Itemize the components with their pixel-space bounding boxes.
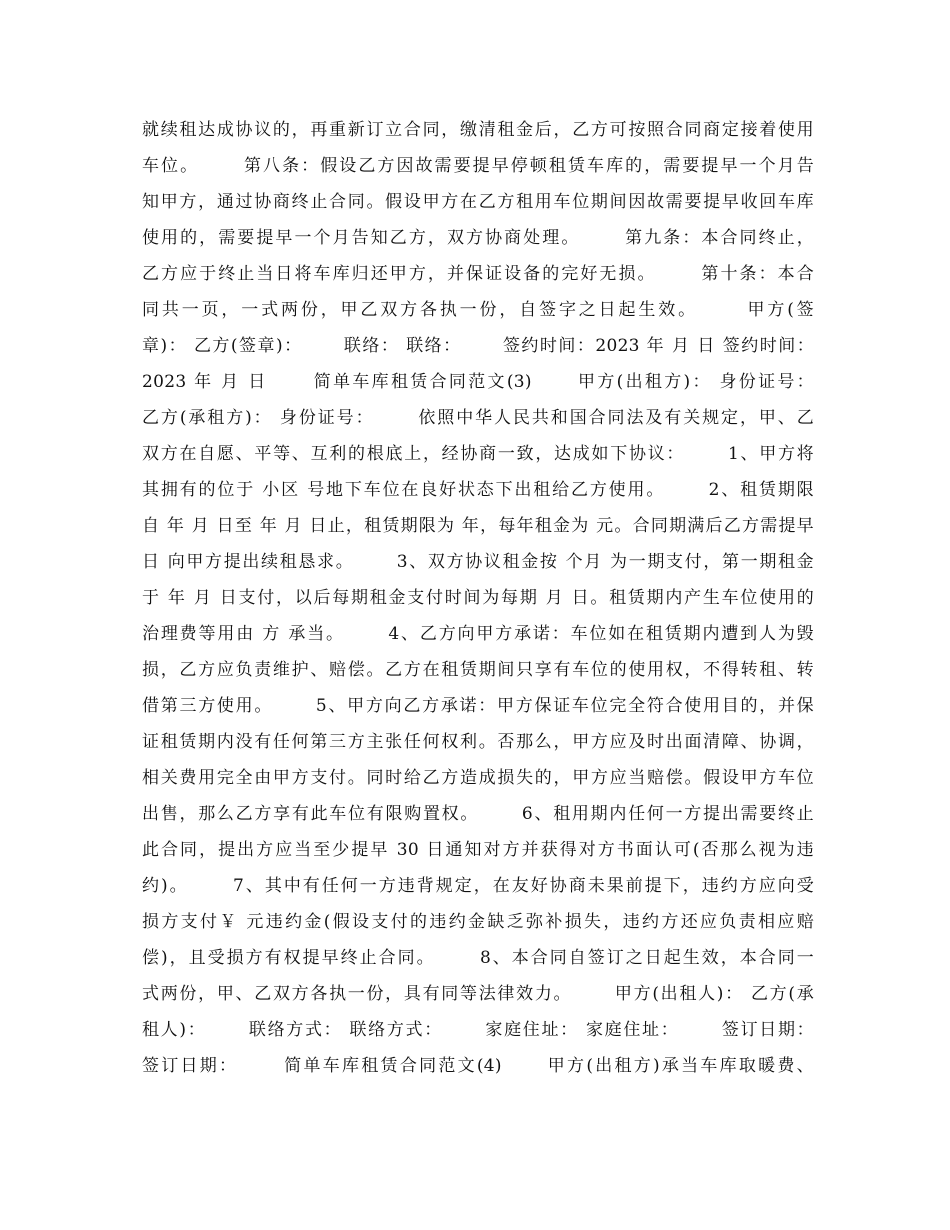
- text-line: 于 年 月 日支付，以后每期租金支付时间为每期 月 日。租赁期内产生车位使用的: [142, 588, 814, 608]
- text-line: 日 向甲方提出续租恳求。 3、双方协议租金按 个月 为一期支付，第一期租金: [142, 552, 814, 572]
- text-line: 借第三方使用。 5、甲方向乙方承诺：甲方保证车位完全符合使用目的，并保: [142, 696, 814, 716]
- text-line: 车位。 第八条：假设乙方因故需要提早停顿租赁车库的，需要提早一个月告: [142, 156, 814, 176]
- text-line: 偿)，且受损方有权提早终止合同。 8、本合同自签订之日起生效，本合同一: [142, 948, 814, 968]
- text-line: 治理费等用由 方 承当。 4、乙方向甲方承诺：车位如在租赁期内遭到人为毁: [142, 624, 814, 644]
- text-line: 签订日期： 简单车库租赁合同范文(4) 甲方(出租方)承当车库取暖费、: [142, 1056, 814, 1076]
- text-line: 章)： 乙方(签章)： 联络： 联络： 签约时间：2023 年 月 日 签约时间：: [142, 336, 814, 356]
- text-line: 相关费用完全由甲方支付。同时给乙方造成损失的，甲方应当赔偿。假设甲方车位: [142, 768, 814, 788]
- text-line: 就续租达成协议的，再重新订立合同，缴清租金后，乙方可按照合同商定接着使用: [142, 120, 814, 140]
- text-line: 使用的，需要提早一个月告知乙方，双方协商处理。 第九条：本合同终止，: [142, 228, 814, 248]
- text-line: 证租赁期内没有任何第三方主张任何权利。否那么，甲方应及时出面清障、协调，: [142, 732, 814, 752]
- text-line: 自 年 月 日至 年 月 日止，租赁期限为 年，每年租金为 元。合同期满后乙方需提早: [142, 516, 814, 536]
- text-line: 损，乙方应负责维护、赔偿。乙方在租赁期间只享有车位的使用权，不得转租、转: [142, 660, 814, 680]
- text-line: 乙方应于终止当日将车库归还甲方，并保证设备的完好无损。 第十条：本合: [142, 264, 814, 284]
- text-line: 双方在自愿、平等、互利的根底上，经协商一致，达成如下协议： 1、甲方将: [142, 444, 814, 464]
- text-line: 出售，那么乙方享有此车位有限购置权。 6、租用期内任何一方提出需要终止: [142, 804, 814, 824]
- text-line: 2023 年 月 日 简单车库租赁合同范文(3) 甲方(出租方)： 身份证号：: [142, 372, 814, 392]
- text-line: 损方支付￥ 元违约金(假设支付的违约金缺乏弥补损失，违约方还应负责相应赔: [142, 912, 814, 932]
- contract-body-text: [142, 112, 814, 1084]
- text-line: 此合同，提出方应当至少提早 30 日通知对方并获得对方书面认可(否那么视为违: [142, 840, 814, 860]
- text-line: 约)。 7、其中有任何一方违背规定，在友好协商未果前提下，违约方应向受: [142, 876, 814, 896]
- text-line: 同共一页，一式两份，甲乙双方各执一份，自签字之日起生效。 甲方(签: [142, 300, 814, 320]
- text-line: 知甲方，通过协商终止合同。假设甲方在乙方租用车位期间因故需要提早收回车库: [142, 192, 814, 212]
- text-line: 其拥有的位于 小区 号地下车位在良好状态下出租给乙方使用。 2、租赁期限: [142, 480, 814, 500]
- text-line: 乙方(承租方)： 身份证号： 依照中华人民共和国合同法及有关规定，甲、乙: [142, 408, 814, 428]
- text-line: 式两份，甲、乙双方各执一份，具有同等法律效力。 甲方(出租人)： 乙方(承: [142, 984, 814, 1004]
- text-line: 租人)： 联络方式： 联络方式： 家庭住址： 家庭住址： 签订日期：: [142, 1020, 814, 1040]
